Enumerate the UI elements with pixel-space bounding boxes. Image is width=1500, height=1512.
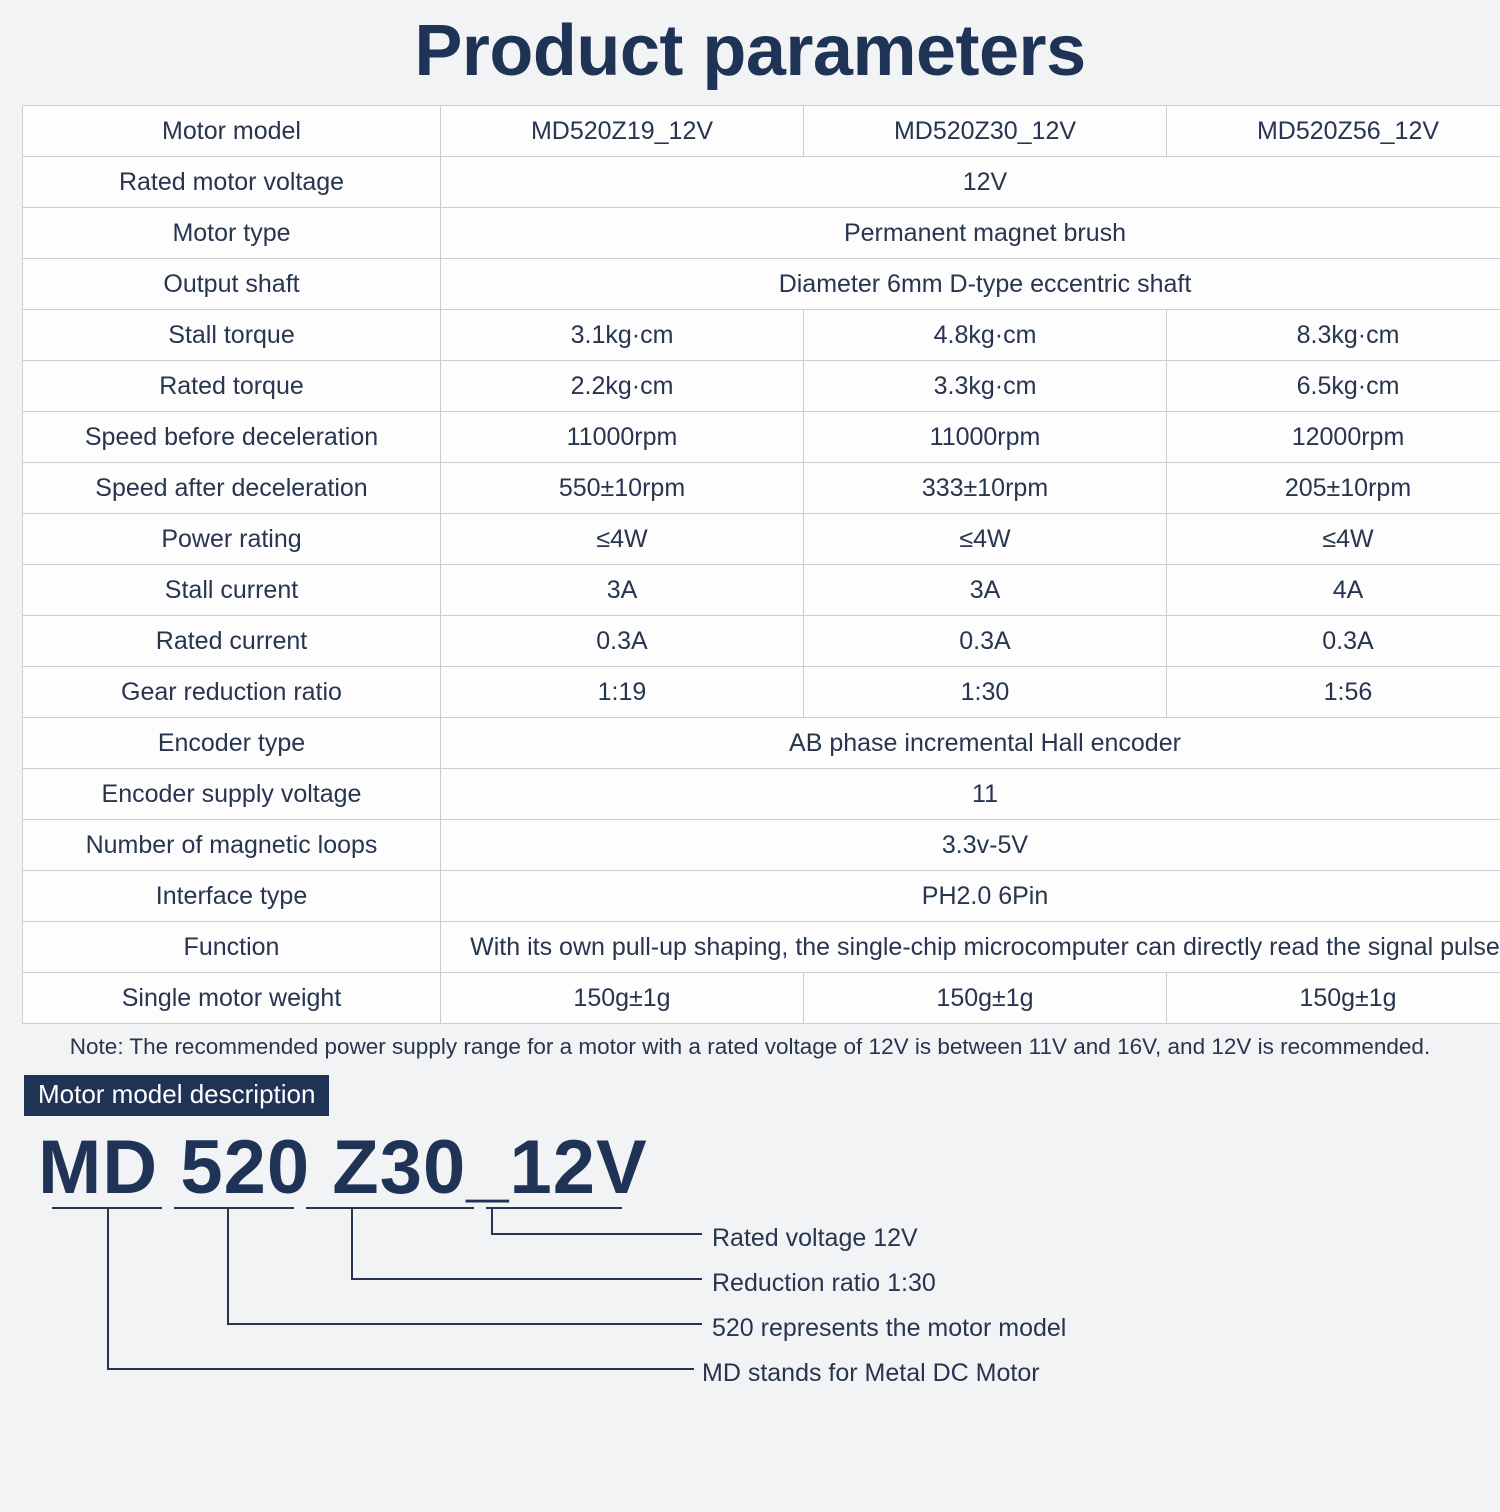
table-row: [23, 310, 1500, 361]
callout-motor-model: 520 represents the motor model: [712, 1314, 1066, 1343]
table-row: [23, 208, 1500, 259]
row-value: 11: [441, 769, 1500, 820]
row-value: Diameter 6mm D-type eccentric shaft: [441, 259, 1500, 310]
table-row: [23, 157, 1500, 208]
row-label: Gear reduction ratio: [23, 667, 441, 718]
callout-md-meaning: MD stands for Metal DC Motor: [702, 1359, 1040, 1388]
row-label: Number of magnetic loops: [23, 820, 441, 871]
row-value: 1:19: [441, 667, 804, 718]
row-label: Encoder supply voltage: [23, 769, 441, 820]
row-label: Rated motor voltage: [23, 157, 441, 208]
row-label: Function: [23, 922, 441, 973]
row-value: 150g±1g: [1167, 973, 1500, 1024]
table-row: [23, 259, 1500, 310]
page-title: Product parameters: [22, 12, 1478, 91]
row-value: Permanent magnet brush: [441, 208, 1500, 259]
table-row: [23, 463, 1500, 514]
model-code-12v: _12V: [466, 1124, 648, 1211]
product-parameters-page: [0, 12, 1500, 1512]
row-value: 1:30: [804, 667, 1167, 718]
row-value: 3A: [804, 565, 1167, 616]
parameters-table: [22, 105, 1500, 1024]
row-label: Output shaft: [23, 259, 441, 310]
table-row: [23, 820, 1500, 871]
row-value: 150g±1g: [804, 973, 1167, 1024]
row-label: Motor model: [23, 106, 441, 157]
row-value: 0.3A: [1167, 616, 1500, 667]
row-value: 3.3v-5V: [441, 820, 1500, 871]
row-value: 3.3kg·cm: [804, 361, 1167, 412]
table-row: [23, 106, 1500, 157]
row-value: ≤4W: [804, 514, 1167, 565]
table-row: [23, 718, 1500, 769]
table-row: [23, 973, 1500, 1024]
row-label: Speed after deceleration: [23, 463, 441, 514]
row-label: Stall torque: [23, 310, 441, 361]
row-value: With its own pull-up shaping, the single-chip microcomputer can directly read the signal pulse: [441, 922, 1500, 973]
table-row: [23, 769, 1500, 820]
row-value: 205±10rpm: [1167, 463, 1500, 514]
row-value: PH2.0 6Pin: [441, 871, 1500, 922]
section-tag-model-description: Motor model description: [24, 1075, 329, 1116]
table-row: [23, 922, 1500, 973]
row-label: Rated current: [23, 616, 441, 667]
row-value: 6.5kg·cm: [1167, 361, 1500, 412]
row-label: Stall current: [23, 565, 441, 616]
row-value: 333±10rpm: [804, 463, 1167, 514]
row-value: 4.8kg·cm: [804, 310, 1167, 361]
row-value: 150g±1g: [441, 973, 804, 1024]
row-value: 0.3A: [804, 616, 1167, 667]
model-code-md: MD: [38, 1124, 158, 1211]
row-value: ≤4W: [441, 514, 804, 565]
row-value: 11000rpm: [804, 412, 1167, 463]
table-row: [23, 412, 1500, 463]
table-row: [23, 871, 1500, 922]
model-code-520: 520: [180, 1124, 310, 1211]
row-value: 4A: [1167, 565, 1500, 616]
row-value: MD520Z30_12V: [804, 106, 1167, 157]
row-value: 2.2kg·cm: [441, 361, 804, 412]
row-label: Power rating: [23, 514, 441, 565]
row-value: 1:56: [1167, 667, 1500, 718]
row-value: 0.3A: [441, 616, 804, 667]
row-label: Motor type: [23, 208, 441, 259]
row-label: Interface type: [23, 871, 441, 922]
row-label: Speed before deceleration: [23, 412, 441, 463]
row-value: 550±10rpm: [441, 463, 804, 514]
table-row: [23, 565, 1500, 616]
table-row: [23, 361, 1500, 412]
row-label: Single motor weight: [23, 973, 441, 1024]
table-row: [23, 616, 1500, 667]
model-code-z30: Z30: [332, 1124, 466, 1211]
row-label: Rated torque: [23, 361, 441, 412]
row-value: 3.1kg·cm: [441, 310, 804, 361]
row-value: ≤4W: [1167, 514, 1500, 565]
table-row: [23, 514, 1500, 565]
callout-rated-voltage: Rated voltage 12V: [712, 1224, 918, 1253]
row-value: MD520Z56_12V: [1167, 106, 1500, 157]
row-value: 3A: [441, 565, 804, 616]
row-value: 11000rpm: [441, 412, 804, 463]
row-value: 12V: [441, 157, 1500, 208]
row-value: AB phase incremental Hall encoder: [441, 718, 1500, 769]
row-label: Encoder type: [23, 718, 441, 769]
callout-reduction-ratio: Reduction ratio 1:30: [712, 1269, 936, 1298]
row-value: MD520Z19_12V: [441, 106, 804, 157]
table-row: [23, 667, 1500, 718]
note-text: Note: The recommended power supply range for a motor with a rated voltage of 12V is between 11V and 16V, and 12V is recommended.: [22, 1032, 1478, 1061]
model-description-diagram: [22, 1116, 1478, 1376]
row-value: 12000rpm: [1167, 412, 1500, 463]
row-value: 8.3kg·cm: [1167, 310, 1500, 361]
parameters-table-body: [23, 106, 1500, 1024]
